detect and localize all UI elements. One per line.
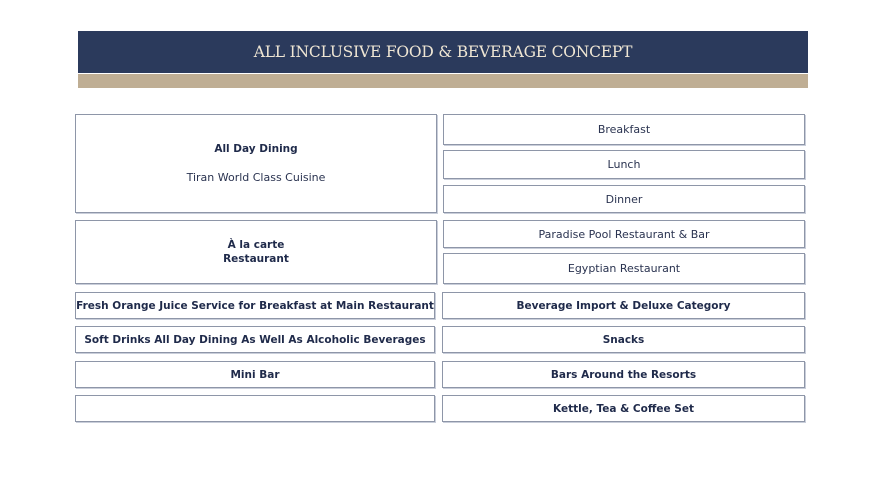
left-item-orange-juice: Fresh Orange Juice Service for Breakfast at Main Restaurant — [75, 292, 435, 319]
meal-breakfast: Breakfast — [443, 114, 805, 145]
meal-lunch: Lunch — [443, 150, 805, 179]
all-day-dining-box — [75, 114, 437, 213]
header-banner — [78, 31, 808, 73]
restaurant-paradise-pool: Paradise Pool Restaurant & Bar — [443, 220, 805, 248]
a-la-carte-line1: À la carte — [227, 239, 285, 251]
page-title: ALL INCLUSIVE FOOD & BEVERAGE CONCEPT — [253, 43, 633, 61]
all-day-dining-title: All Day Dining — [214, 143, 298, 155]
left-item-soft-drinks: Soft Drinks All Day Dining As Well As Alcoholic Beverages — [75, 326, 435, 353]
a-la-carte-box — [75, 220, 437, 284]
right-item-snacks: Snacks — [442, 326, 805, 353]
left-item-empty — [75, 395, 435, 422]
a-la-carte-line2: Restaurant — [223, 253, 289, 265]
left-item-mini-bar: Mini Bar — [75, 361, 435, 388]
restaurant-egyptian: Egyptian Restaurant — [443, 253, 805, 284]
accent-divider — [78, 74, 808, 88]
right-item-kettle: Kettle, Tea & Coffee Set — [442, 395, 805, 422]
right-item-bars: Bars Around the Resorts — [442, 361, 805, 388]
all-day-dining-subtitle: Tiran World Class Cuisine — [186, 171, 326, 184]
right-item-beverage-import: Beverage Import & Deluxe Category — [442, 292, 805, 319]
meal-dinner: Dinner — [443, 185, 805, 213]
